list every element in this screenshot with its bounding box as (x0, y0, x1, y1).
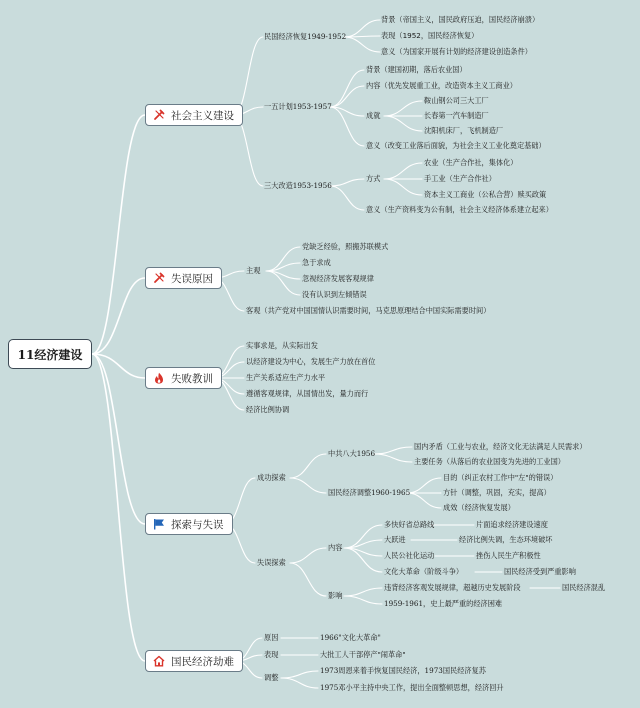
node-leaf: 手工业（生产合作社） (424, 174, 496, 183)
node-leaf: 表现（1952，国民经济恢复） (381, 31, 479, 40)
node-leaf: 1973周恩来着手恢复国民经济，1973国民经济复苏 (320, 666, 486, 675)
node-leaf: 国民经济受到严重影响 (504, 567, 576, 576)
node-leaf: 意义（改变工业落后面貌，为社会主义工业化奠定基础） (366, 141, 546, 150)
node-leaf: 背景（建国初期，落后农业国） (366, 65, 467, 74)
node-adjust: 调整 (264, 673, 279, 682)
node-leaf: 急于求成 (302, 258, 331, 267)
node-leaf: 主要任务（从落后的农业国变为先进的工业国） (414, 457, 565, 466)
node-leaf: 意义（为国家开展有计划的经济建设创造条件） (381, 47, 532, 56)
topic-label: 国民经济劫难 (171, 655, 234, 668)
node-leaf: 片面追求经济建设速度 (476, 520, 548, 529)
node-leaf: 遵循客观规律，从国情出发，量力而行 (246, 389, 369, 398)
node-leaf: 1975邓小平主持中央工作，提出全面整顿思想，经济回升 (320, 683, 504, 692)
node-leaf: 党缺乏经验，照搬苏联模式 (302, 242, 389, 251)
node-show: 表现 (264, 650, 279, 659)
node-leaf: 多快好省总路线 (384, 520, 435, 529)
node-leaf: 成效（经济恢复发展） (443, 503, 515, 512)
node-leaf: 鞍山钢公司三大工厂 (424, 96, 489, 105)
node-leaf: 目的（纠正农村工作中"左"的错误） (443, 473, 558, 482)
node-leaf: 资本主义工商业（公私合营）赎买政策 (424, 190, 547, 199)
node-leaf: 意义（生产资料变为公有制，社会主义经济体系建立起来） (366, 205, 553, 214)
node-method: 方式 (366, 174, 381, 183)
node-leaf: 长春第一汽车制造厂 (424, 111, 489, 120)
node-three-reforms: 三大改造1953-1956 (264, 181, 332, 190)
node-objective: 客观（共产党对中国国情认识需要时间，马克思原理结合中国实际需要时间） (246, 306, 491, 315)
node-leaf: 文化大革命（阶级斗争） (384, 567, 464, 576)
node-leaf: 人民公社化运动 (384, 551, 435, 560)
node-leaf: 忽视经济发展客观规律 (302, 274, 374, 283)
node-leaf: 没有认识到左倾错误 (302, 290, 367, 299)
node-leaf: 方针（调整，巩固，充实，提高） (443, 488, 551, 497)
node-leaf: 背景（帝国主义，国民政府压迫，国民经济崩溃） (381, 15, 540, 24)
topic-socialism-construction[interactable] (145, 104, 243, 126)
topic-economic-disaster[interactable] (145, 650, 243, 672)
node-leaf: 1959-1961，史上最严重的经济困难 (384, 599, 503, 608)
node-recovery: 民国经济恢复1949-1952 (264, 32, 347, 41)
topic-lessons[interactable] (145, 367, 222, 389)
node-leaf: 挫伤人民生产积极性 (476, 551, 541, 560)
topic-failure-cause[interactable] (145, 267, 222, 289)
node-leaf: 大批工人干部停产"闹革命" (320, 650, 406, 659)
node-leaf: 农业（生产合作社，集体化） (424, 158, 518, 167)
root-topic[interactable]: 11经济建设 (8, 339, 92, 369)
node-impact: 影响 (328, 591, 343, 600)
node-leaf: 国民经济混乱 (562, 583, 606, 592)
tools-icon (153, 272, 165, 284)
topic-label: 失误原因 (171, 272, 213, 285)
topic-explore-mistakes[interactable] (145, 513, 233, 535)
node-five-year-plan: 一五计划1953-1957 (264, 102, 332, 111)
node-subjective: 主观 (246, 266, 261, 275)
node-leaf: 实事求是，从实际出发 (246, 341, 318, 350)
topic-label: 探索与失误 (171, 518, 224, 531)
topic-label: 失败教训 (171, 372, 213, 385)
node-leaf: 1966"文化大革命" (320, 633, 381, 642)
node-success-explore: 成功探索 (257, 473, 286, 482)
node-leaf: 经济比例失调，生态环境破坏 (459, 535, 553, 544)
node-cause: 原因 (264, 633, 279, 642)
node-leaf: 以经济建设为中心，发展生产力放在首位 (246, 357, 376, 366)
home-icon (153, 655, 165, 667)
node-leaf: 沈阳机床厂，飞机制造厂 (424, 126, 504, 135)
node-leaf: 违背经济客观发展规律，超越历史发展阶段 (384, 583, 521, 592)
node-leaf: 内容（优先发展重工业，改造资本主义工商业） (366, 81, 517, 90)
node-mistake-explore: 失误探索 (257, 558, 286, 567)
fire-icon (153, 372, 165, 384)
tools-icon (153, 109, 165, 121)
node-leaf: 生产关系适应生产力水平 (246, 373, 326, 382)
node-leaf: 大跃进 (384, 535, 406, 544)
node-content: 内容 (328, 543, 343, 552)
node-achievements: 成就 (366, 111, 381, 120)
node-eighth-congress: 中共八大1956 (328, 449, 376, 458)
node-leaf: 经济比例协调 (246, 405, 290, 414)
node-leaf: 国内矛盾（工业与农业，经济文化无法满足人民需求） (414, 442, 587, 451)
flag-icon (153, 518, 165, 530)
node-adjustment: 国民经济调整1960-1965 (328, 488, 411, 497)
topic-label: 社会主义建设 (171, 109, 234, 122)
